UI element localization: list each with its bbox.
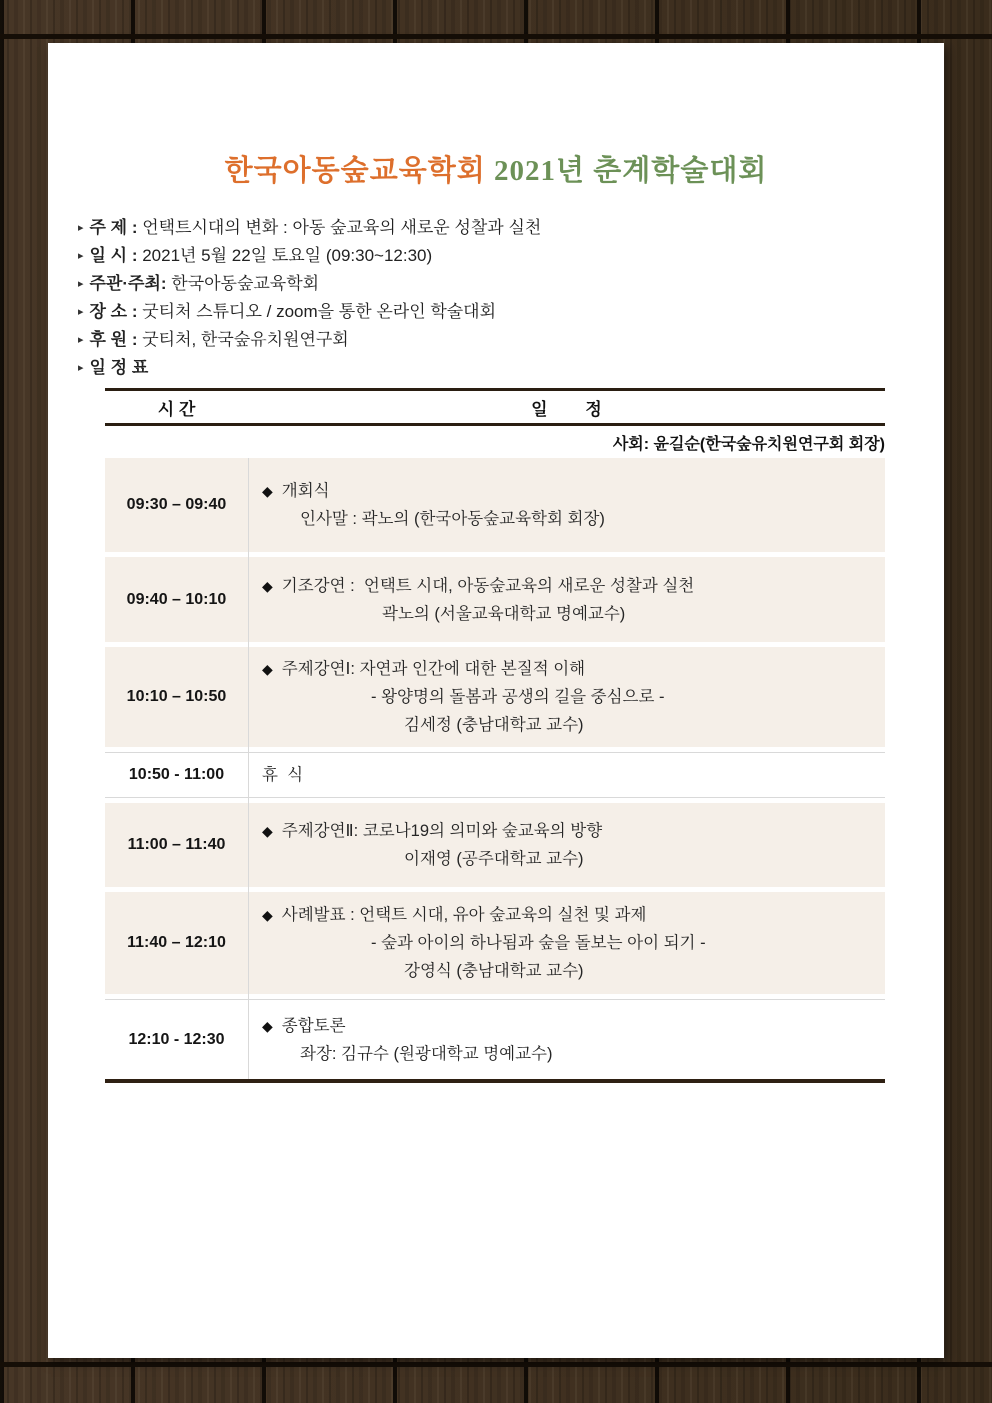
event-cell xyxy=(248,557,885,642)
event-line xyxy=(262,600,877,628)
event-text: 종합토론 xyxy=(281,1016,346,1035)
schedule-row-opening xyxy=(105,458,885,552)
event-line xyxy=(262,655,877,683)
event-line xyxy=(262,477,877,505)
event-line xyxy=(262,683,877,711)
schedule-row-lecture1 xyxy=(105,647,885,747)
triangle-bullet-icon: ▸ xyxy=(78,306,84,318)
diamond-bullet-icon: ◆ xyxy=(262,577,273,594)
diamond-bullet-icon: ◆ xyxy=(262,1017,273,1034)
triangle-bullet-icon: ▸ xyxy=(78,250,84,262)
info-value: 굿티처 스튜디오 / zoom을 통한 온라인 학술대회 xyxy=(142,302,497,321)
event-cell xyxy=(248,647,885,747)
event-cell xyxy=(248,1000,885,1079)
event-text: 휴 식 xyxy=(262,766,304,784)
schedule-table xyxy=(105,388,885,1083)
schedule-row-discussion xyxy=(105,999,885,1079)
info-label: 주 제 : xyxy=(89,218,143,237)
info-list xyxy=(78,214,944,382)
info-item-datetime xyxy=(78,242,944,270)
schedule-row-break xyxy=(105,752,885,798)
schedule-row-keynote xyxy=(105,557,885,642)
event-line xyxy=(262,845,877,873)
info-item-venue xyxy=(78,298,944,326)
page-title xyxy=(48,43,944,191)
info-label: 일 시 : xyxy=(89,246,143,265)
triangle-bullet-icon: ▸ xyxy=(78,222,84,234)
event-line xyxy=(262,1040,877,1068)
event-text: 이재영 (공주대학교 교수) xyxy=(404,850,584,868)
event-text: 사례발표 : 언택트 시대, 유아 숲교육의 실천 및 과제 xyxy=(281,906,647,924)
info-value: 한국아동숲교육학회 xyxy=(171,274,320,293)
info-item-schedule-heading xyxy=(78,354,944,382)
triangle-bullet-icon: ▸ xyxy=(78,334,84,346)
info-item-sponsor xyxy=(78,326,944,354)
diamond-bullet-icon: ◆ xyxy=(262,661,273,677)
schedule-header-row xyxy=(105,388,885,426)
event-cell xyxy=(248,892,885,994)
triangle-bullet-icon: ▸ xyxy=(78,278,84,290)
event-cell xyxy=(248,803,885,887)
info-label: 일 정 표 xyxy=(89,358,149,377)
event-text: - 숲과 아이의 하나됨과 숲을 돌보는 아이 되기 - xyxy=(371,934,706,952)
event-text: 주제강연Ⅱ: 코로나19의 의미와 숲교육의 방향 xyxy=(281,822,603,840)
time-column-header: 시 간 xyxy=(157,399,196,419)
moderator-line: 사회: 윤길순(한국숲유치원연구회 회장) xyxy=(612,435,885,453)
diamond-bullet-icon: ◆ xyxy=(262,907,273,923)
event-line xyxy=(262,711,877,739)
event-line xyxy=(262,957,877,985)
title-society-name: 한국아동숲교육학회 xyxy=(224,155,486,187)
info-value: 굿티처, 한국숲유치원연구회 xyxy=(142,330,349,349)
time-cell: 09:40 – 10:10 xyxy=(126,590,227,608)
info-value: 언택트시대의 변화 : 아동 숲교육의 새로운 성찰과 실천 xyxy=(142,218,542,237)
event-text: 인사말 : 곽노의 (한국아동숲교육학회 회장) xyxy=(300,510,605,528)
time-cell: 10:50 - 11:00 xyxy=(128,766,225,783)
diamond-bullet-icon: ◆ xyxy=(262,483,273,499)
event-line xyxy=(262,572,877,600)
time-cell: 11:00 – 11:40 xyxy=(127,836,226,853)
info-value: 2021년 5월 22일 토요일 (09:30~12:30) xyxy=(142,246,433,265)
event-column-header: 일 정 xyxy=(531,399,602,419)
triangle-bullet-icon: ▸ xyxy=(78,362,84,374)
event-cell xyxy=(248,753,885,797)
info-label: 주관·주최: xyxy=(89,274,172,293)
event-text: 곽노의 (서울교육대학교 명예교수) xyxy=(382,604,626,623)
info-label: 장 소 : xyxy=(89,302,143,321)
title-conference-name: 2021년 춘계학술대회 xyxy=(485,155,768,187)
event-line xyxy=(262,761,877,789)
event-text: 기조강연 : 언택트 시대, 아동숲교육의 새로운 성찰과 실천 xyxy=(281,576,695,595)
event-line xyxy=(262,817,877,845)
time-cell: 11:40 – 12:10 xyxy=(127,934,226,951)
event-text: 개회식 xyxy=(281,482,330,500)
time-cell: 10:10 – 10:50 xyxy=(126,688,227,705)
schedule-row-lecture2 xyxy=(105,803,885,887)
document-paper xyxy=(48,43,944,1358)
event-line xyxy=(262,929,877,957)
event-text: - 왕양명의 돌봄과 공생의 길을 중심으로 - xyxy=(371,688,665,706)
info-label: 후 원 : xyxy=(89,330,143,349)
info-item-host xyxy=(78,270,944,298)
event-line xyxy=(262,1012,877,1040)
schedule-row-case-presentation xyxy=(105,892,885,994)
event-text: 좌장: 김규수 (원광대학교 명예교수) xyxy=(300,1044,553,1063)
event-line xyxy=(262,505,877,533)
schedule-rows xyxy=(105,458,885,1083)
time-cell: 09:30 – 09:40 xyxy=(126,496,227,513)
time-cell: 12:10 - 12:30 xyxy=(128,1030,225,1048)
event-text: 강영식 (충남대학교 교수) xyxy=(404,962,584,980)
diamond-bullet-icon: ◆ xyxy=(262,823,273,839)
event-line xyxy=(262,901,877,929)
event-text: 김세정 (충남대학교 교수) xyxy=(404,716,584,734)
event-text: 주제강연Ⅰ: 자연과 인간에 대한 본질적 이해 xyxy=(281,660,586,678)
event-cell xyxy=(248,458,885,552)
info-item-topic xyxy=(78,214,944,242)
